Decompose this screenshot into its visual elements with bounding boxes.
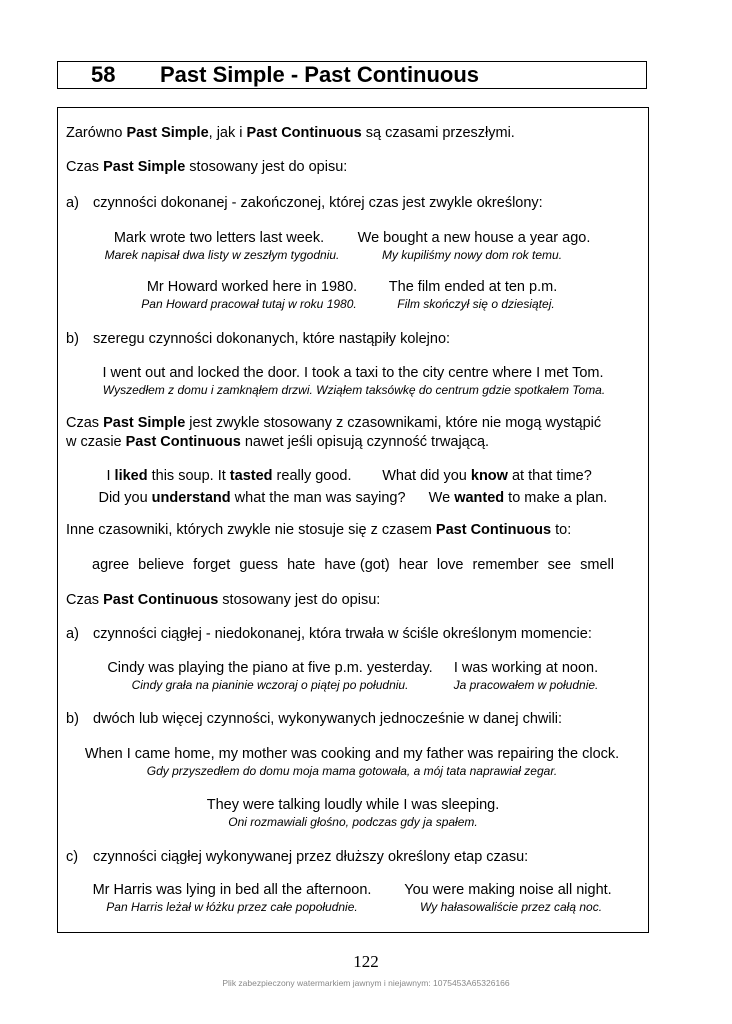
verb: smell xyxy=(580,557,614,573)
note-line-1: Czas Past Simple jest zwykle stosowany z czasownikami, które nie mogą wystąpić xyxy=(66,415,602,431)
other-verbs-heading: Inne czasowniki, których zwykle nie stosuje się z czasem Past Continuous to: xyxy=(66,522,572,538)
example-pl: Wyszedłem z domu i zamknąłem drzwi. Wziąłem taksówkę do centrum gdzie spotkałem Toma. xyxy=(102,383,606,397)
example-pl: Oni rozmawiali głośno, podczas gdy ja spałem. xyxy=(228,815,478,829)
verb: agree xyxy=(92,557,130,573)
rule-b1: b) szeregu czynności dokonanych, które nastąpiły kolejno: xyxy=(66,331,451,347)
example-en: When I came home, my mother was cooking and my father was repairing the clock. xyxy=(84,746,620,762)
example-en: Mark wrote two letters last week. xyxy=(113,230,325,246)
example-pl: Cindy grała na pianinie wczoraj o piątej po południu. xyxy=(131,678,409,692)
lesson-number: 58 xyxy=(91,62,116,87)
example-en: We bought a new house a year ago. xyxy=(357,230,591,246)
verb: love xyxy=(436,557,464,573)
verb: remember xyxy=(472,557,539,573)
example-pl: Ja pracowałem w południe. xyxy=(453,678,599,692)
example-en: They were talking loudly while I was sleeping. xyxy=(206,797,500,813)
verb: forget xyxy=(193,557,231,573)
example-en: The film ended at ten p.m. xyxy=(388,279,558,295)
lesson-header xyxy=(57,61,647,89)
verb: hear xyxy=(398,557,428,573)
lesson-title: Past Simple - Past Continuous xyxy=(160,62,480,87)
example-pl: Gdy przyszedłem do domu moja mama gotowała, a mój tata naprawiał zegar. xyxy=(146,764,558,778)
intro-text: Zarówno Past Simple, jak i Past Continuous są czasami przeszłymi. xyxy=(66,125,515,141)
example-en: I went out and locked the door. I took a taxi to the city centre where I met Tom. xyxy=(102,365,604,381)
example-pl: Film skończył się o dziesiątej. xyxy=(397,297,555,311)
rule-a2: a) czynności ciągłej - niedokonanej, która trwała w ściśle określonym momencie: xyxy=(66,626,592,642)
example-en: What did you know at that time? xyxy=(382,468,592,484)
rule-a1: a) czynności dokonanej - zakończonej, której czas jest zwykle określony: xyxy=(66,195,543,211)
verb: believe xyxy=(138,557,185,573)
example-pl: Pan Howard pracował tutaj w roku 1980. xyxy=(141,297,357,311)
note-line-2: w czasie Past Continuous nawet jeśli opisują czynność trwającą. xyxy=(66,434,490,450)
example-en: I liked this soup. It tasted really good. xyxy=(106,468,352,484)
example-en: Mr Howard worked here in 1980. xyxy=(146,279,358,295)
example-en: Cindy was playing the piano at five p.m. yesterday. xyxy=(107,660,433,676)
example-pl: My kupiliśmy nowy dom rok temu. xyxy=(381,248,563,262)
example-pl: Marek napisał dwa listy w zeszłym tygodniu. xyxy=(104,248,340,262)
verb: have (got) xyxy=(324,557,390,573)
rule-c1: c) czynności ciągłej wykonywanej przez dłuższy określony etap czasu: xyxy=(66,849,529,865)
example-en: Did you understand what the man was saying? xyxy=(98,490,406,506)
verb: guess xyxy=(239,557,279,573)
pc-use-heading: Czas Past Continuous stosowany jest do opisu: xyxy=(66,592,381,608)
rule-b2: b) dwóch lub więcej czynności, wykonywanych jednocześnie w danej chwili: xyxy=(66,711,563,727)
verb: see xyxy=(547,557,572,573)
verb-list xyxy=(92,556,614,574)
example-pl: Wy hałasowaliście przez całą noc. xyxy=(419,900,603,914)
watermark-text: Plik zabezpieczony watermarkiem jawnym i niejawnym: 1075453A65326166 xyxy=(222,978,510,988)
example-pl: Pan Harris leżał w łóżku przez całe popołudnie. xyxy=(106,900,358,914)
example-en: We wanted to make a plan. xyxy=(428,490,608,506)
verb: hate xyxy=(287,557,316,573)
example-en: You were making noise all night. xyxy=(404,882,612,898)
ps-use-heading: Czas Past Simple stosowany jest do opisu: xyxy=(66,159,348,175)
page-number: 122 xyxy=(353,952,379,971)
example-en: Mr Harris was lying in bed all the afternoon. xyxy=(92,882,372,898)
example-en: I was working at noon. xyxy=(453,660,599,676)
